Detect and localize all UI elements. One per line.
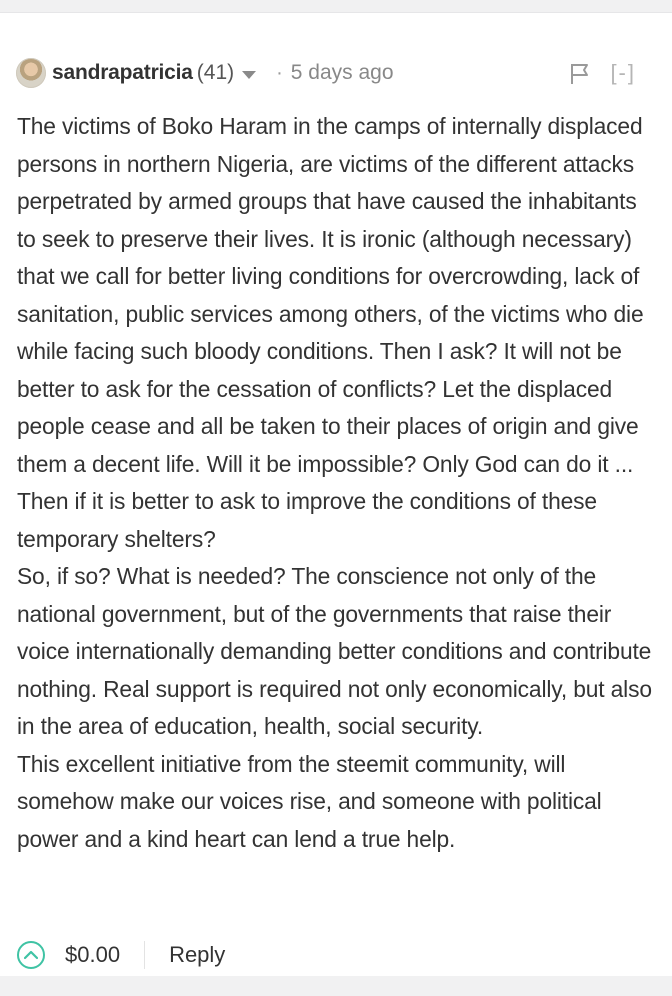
author-reputation: (41) — [196, 61, 235, 84]
top-divider — [0, 0, 672, 13]
avatar[interactable] — [16, 58, 46, 88]
comment-body — [17, 108, 657, 858]
comment-footer — [17, 937, 657, 973]
reply-link[interactable]: Reply — [169, 942, 226, 967]
comment-timestamp[interactable]: 5 days ago — [290, 61, 394, 84]
upvote-button[interactable] — [17, 941, 45, 969]
upvote-chevron-icon — [24, 950, 38, 960]
comment-paragraph: So, if so? What is needed? The conscience not only of the national government, but of the governments that raise their voice internationally demanding better conditions and contribute nothing. Real support is required not only economically, but also in the area of education, health, social security. — [17, 563, 652, 739]
comment-paragraph: The victims of Boko Haram in the camps of internally displaced persons in northern Nigeria, are victims of the different attacks perpetrated by armed groups that have caused the inhabitants to seek to preserve their lives. It is ironic (although necessary) that we call for better living conditions for overcrowding, lack of sanitation, public services among others, of the victims who die while facing such bloody conditions. Then I ask? It will not be better to ask for the cessation of conflicts? Let the displaced people cease and all be taken to their places of origin and give them a decent life. Will it be impossible? Only God can do it ... Then if it is better to ask to improve the conditions of these temporary shelters? — [17, 113, 644, 552]
footer-divider — [144, 941, 145, 969]
author-name[interactable]: sandrapatricia — [52, 61, 193, 84]
bottom-divider — [0, 976, 672, 996]
comment-header — [16, 55, 656, 91]
flag-icon[interactable] — [570, 63, 590, 85]
chevron-down-icon[interactable] — [242, 71, 256, 79]
comment-paragraph: This excellent initiative from the steemit community, will somehow make our voices rise, and someone with political power and a kind heart can lend a true help. — [17, 750, 602, 852]
meta-separator: · — [276, 61, 283, 84]
collapse-toggle[interactable]: [-] — [610, 60, 636, 85]
payout-amount[interactable]: $0.00 — [65, 942, 121, 967]
